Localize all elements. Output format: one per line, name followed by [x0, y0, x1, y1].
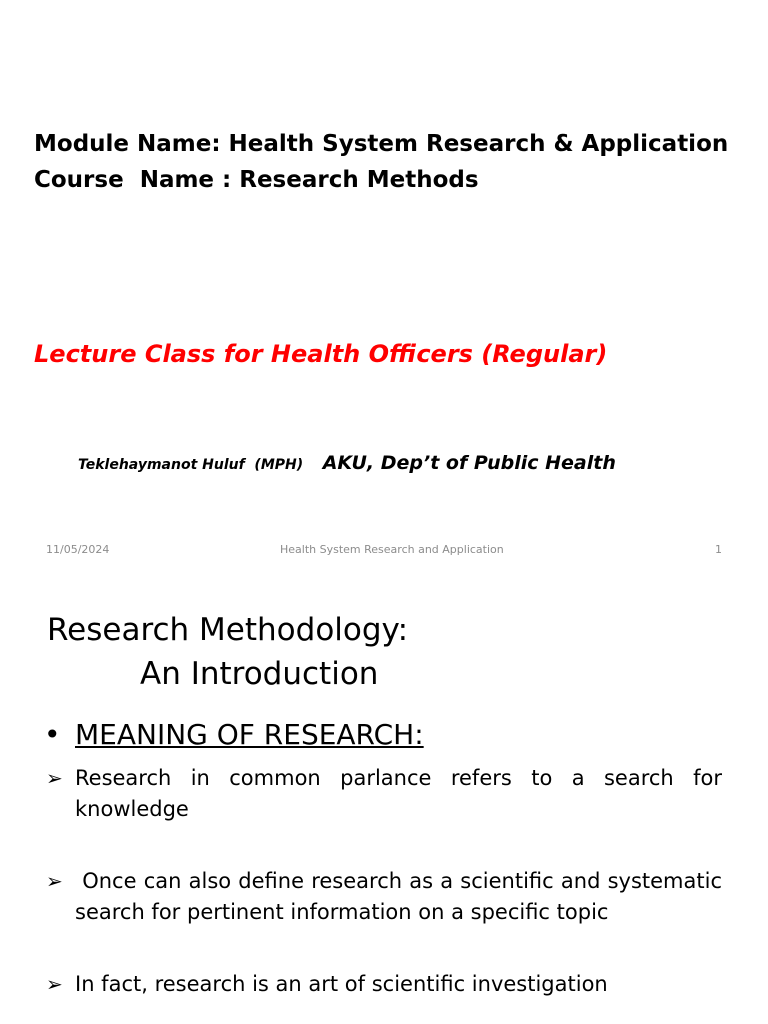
footer-page-number: 1	[715, 543, 722, 556]
arrow-bullet-icon: ➢	[46, 972, 63, 996]
bullet-dot-icon: •	[44, 718, 61, 751]
list-item-text: Once can also define research as a scientific and systematic search for pertinent information on a specific topic	[75, 869, 729, 924]
list-item	[46, 763, 722, 825]
slide-title-line-1: Research Methodology:	[47, 612, 409, 648]
list-item-text: Research in common parlance refers to a search for knowledge	[75, 766, 722, 821]
slide-title	[47, 608, 408, 696]
footer-date: 11/05/2024	[46, 543, 110, 556]
module-name: Module Name: Health System Research & Application	[34, 131, 729, 157]
author-line	[78, 452, 616, 474]
list-item	[46, 969, 722, 1000]
module-title-block	[34, 126, 754, 198]
list-item	[46, 866, 729, 928]
course-name: Course Name : Research Methods	[34, 167, 479, 193]
author-name: Teklehaymanot Huluf (MPH)	[78, 457, 304, 473]
arrow-bullet-icon: ➢	[46, 766, 63, 790]
main-bullet	[44, 718, 424, 751]
sub-bullet-list	[46, 763, 729, 1000]
list-item-text: In fact, research is an art of scientific investigation	[75, 972, 608, 996]
slide-2	[0, 570, 768, 1024]
footer-title: Health System Research and Application	[280, 543, 504, 556]
main-bullet-text: MEANING OF RESEARCH:	[75, 718, 424, 751]
author-department: AKU, Dep’t of Public Health	[322, 452, 616, 474]
arrow-bullet-icon: ➢	[46, 869, 63, 893]
slide-title-line-2: An Introduction	[140, 656, 379, 692]
lecture-title: Lecture Class for Health Officers (Regular)	[34, 340, 608, 368]
